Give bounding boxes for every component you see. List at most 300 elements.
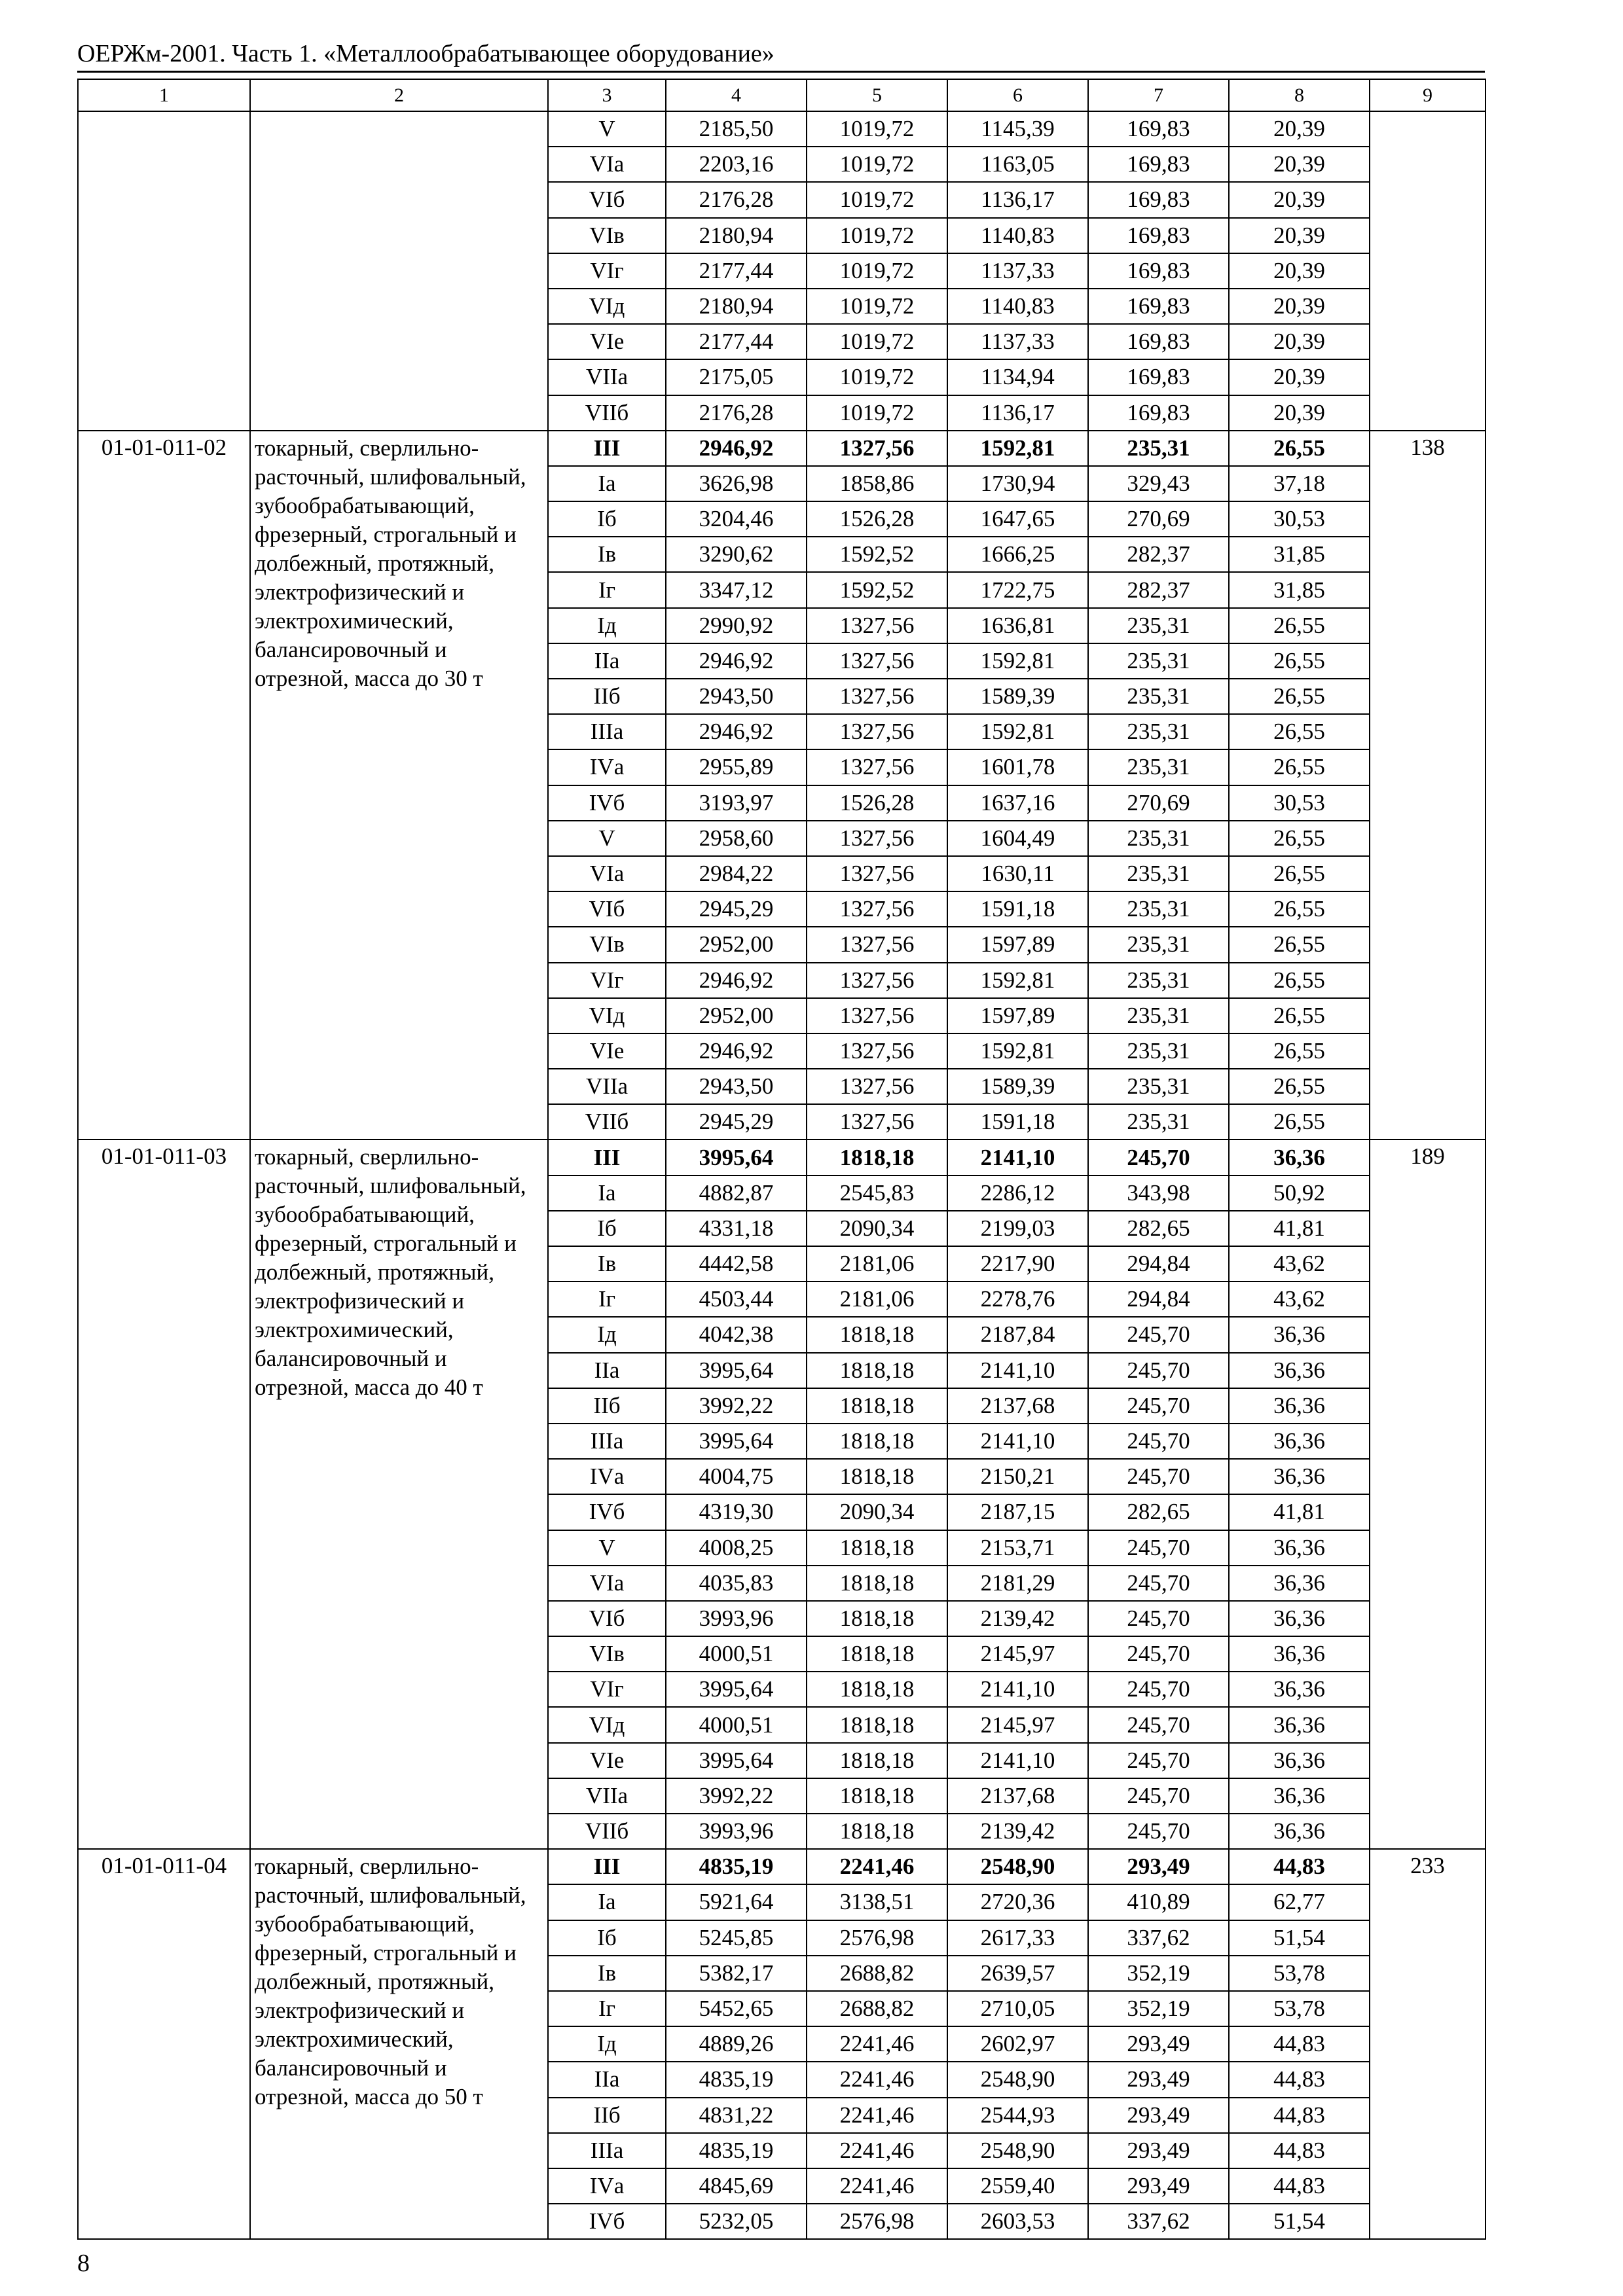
value-cell-col4: 2990,92 — [666, 608, 807, 643]
value-cell-col4: 2175,05 — [666, 359, 807, 395]
value-cell-col8: 36,36 — [1229, 1601, 1370, 1636]
value-cell-col6: 1637,16 — [947, 785, 1088, 821]
value-cell-col4: 4000,51 — [666, 1636, 807, 1672]
value-cell-col7: 235,31 — [1088, 608, 1229, 643]
value-cell-col5: 1818,18 — [807, 1566, 947, 1601]
value-cell-col6: 2544,93 — [947, 2098, 1088, 2133]
value-cell-col6: 2141,10 — [947, 1353, 1088, 1388]
value-cell-col6: 2181,29 — [947, 1566, 1088, 1601]
value-cell-col5: 2688,82 — [807, 1991, 947, 2026]
value-cell-col8: 20,39 — [1229, 289, 1370, 324]
value-cell-col5: 1019,72 — [807, 147, 947, 182]
value-cell-col6: 1137,33 — [947, 253, 1088, 289]
value-cell-col8: 41,81 — [1229, 1494, 1370, 1530]
value-cell-col7: 282,65 — [1088, 1211, 1229, 1246]
value-cell-col8: 51,54 — [1229, 2204, 1370, 2239]
value-cell-col6: 2548,90 — [947, 1849, 1088, 1884]
value-cell-col5: 2576,98 — [807, 1920, 947, 1956]
category-cell: Iг — [548, 1282, 666, 1317]
value-cell-col6: 1140,83 — [947, 289, 1088, 324]
category-cell: VIIб — [548, 395, 666, 431]
value-cell-col5: 2688,82 — [807, 1956, 947, 1991]
category-cell: IIа — [548, 2062, 666, 2097]
table-row — [78, 1849, 1486, 1884]
category-cell: Iв — [548, 1956, 666, 1991]
category-cell: Iг — [548, 572, 666, 607]
value-cell-col7: 293,49 — [1088, 2168, 1229, 2204]
rate-code-cell — [78, 111, 250, 431]
value-cell-col7: 245,70 — [1088, 1672, 1229, 1707]
value-cell-col8: 53,78 — [1229, 1991, 1370, 2026]
category-cell: Iд — [548, 2026, 666, 2062]
value-cell-col6: 2137,68 — [947, 1388, 1088, 1424]
value-cell-col5: 2241,46 — [807, 2062, 947, 2097]
value-cell-col8: 53,78 — [1229, 1956, 1370, 1991]
value-cell-col4: 4845,69 — [666, 2168, 807, 2204]
category-cell: Iд — [548, 1317, 666, 1352]
value-cell-col6: 2141,10 — [947, 1743, 1088, 1778]
value-cell-col5: 1019,72 — [807, 324, 947, 359]
equipment-description-cell: токарный, сверлильно-расточный, шлифовальный, зубообрабатывающий, фрезерный, строгальный и долбежный, протяжный, электрофизический и электрохимический, балансировочный и отрезной, масса до 40 т — [250, 1139, 548, 1849]
value-cell-col7: 343,98 — [1088, 1175, 1229, 1211]
equipment-description-cell: токарный, сверлильно-расточный, шлифовальный, зубообрабатывающий, фрезерный, строгальный и долбежный, протяжный, электрофизический и электрохимический, балансировочный и отрезной, масса до 50 т — [250, 1849, 548, 2239]
value-cell-col7: 245,70 — [1088, 1743, 1229, 1778]
category-cell: VIе — [548, 1033, 666, 1069]
value-cell-col4: 3347,12 — [666, 572, 807, 607]
category-cell: VIIб — [548, 1104, 666, 1139]
value-cell-col4: 2176,28 — [666, 182, 807, 217]
category-cell: VIд — [548, 1707, 666, 1742]
col9-value-cell: 138 — [1370, 431, 1486, 1140]
page-header — [77, 39, 1485, 73]
value-cell-col4: 3993,96 — [666, 1814, 807, 1849]
value-cell-col5: 1818,18 — [807, 1317, 947, 1352]
value-cell-col8: 20,39 — [1229, 147, 1370, 182]
category-cell: VIб — [548, 1601, 666, 1636]
value-cell-col5: 1818,18 — [807, 1353, 947, 1388]
value-cell-col6: 2137,68 — [947, 1778, 1088, 1814]
value-cell-col5: 1327,56 — [807, 431, 947, 466]
category-cell: Iг — [548, 1991, 666, 2026]
value-cell-col4: 4319,30 — [666, 1494, 807, 1530]
value-cell-col5: 1019,72 — [807, 395, 947, 431]
value-cell-col6: 2141,10 — [947, 1424, 1088, 1459]
column-number-row — [78, 79, 1486, 111]
value-cell-col4: 2177,44 — [666, 324, 807, 359]
value-cell-col7: 245,70 — [1088, 1636, 1229, 1672]
value-cell-col7: 169,83 — [1088, 182, 1229, 217]
category-cell: IIб — [548, 2098, 666, 2133]
value-cell-col4: 2945,29 — [666, 1104, 807, 1139]
value-cell-col8: 41,81 — [1229, 1211, 1370, 1246]
category-cell: VIв — [548, 218, 666, 253]
category-cell: V — [548, 111, 666, 147]
value-cell-col6: 2187,15 — [947, 1494, 1088, 1530]
category-cell: VIIа — [548, 1778, 666, 1814]
value-cell-col6: 2145,97 — [947, 1636, 1088, 1672]
value-cell-col6: 1592,81 — [947, 431, 1088, 466]
rates-table — [77, 79, 1486, 2240]
value-cell-col7: 235,31 — [1088, 679, 1229, 714]
value-cell-col4: 2955,89 — [666, 749, 807, 785]
value-cell-col6: 2617,33 — [947, 1920, 1088, 1956]
column-number: 8 — [1229, 79, 1370, 111]
value-cell-col4: 2958,60 — [666, 821, 807, 856]
value-cell-col4: 3995,64 — [666, 1424, 807, 1459]
value-cell-col5: 1818,18 — [807, 1424, 947, 1459]
value-cell-col8: 36,36 — [1229, 1636, 1370, 1672]
value-cell-col7: 235,31 — [1088, 856, 1229, 891]
category-cell: VIIб — [548, 1814, 666, 1849]
value-cell-col6: 1592,81 — [947, 1033, 1088, 1069]
category-cell: IIIа — [548, 1424, 666, 1459]
value-cell-col7: 245,70 — [1088, 1566, 1229, 1601]
value-cell-col7: 293,49 — [1088, 2133, 1229, 2168]
value-cell-col6: 2150,21 — [947, 1459, 1088, 1494]
value-cell-col5: 1019,72 — [807, 289, 947, 324]
value-cell-col4: 2946,92 — [666, 1033, 807, 1069]
value-cell-col5: 1818,18 — [807, 1388, 947, 1424]
value-cell-col8: 36,36 — [1229, 1424, 1370, 1459]
col9-value-cell — [1370, 111, 1486, 431]
value-cell-col6: 1597,89 — [947, 927, 1088, 962]
category-cell: IIб — [548, 1388, 666, 1424]
value-cell-col8: 26,55 — [1229, 714, 1370, 749]
table-row — [78, 111, 1486, 147]
value-cell-col6: 1134,94 — [947, 359, 1088, 395]
value-cell-col6: 2199,03 — [947, 1211, 1088, 1246]
category-cell: Iб — [548, 501, 666, 537]
value-cell-col7: 270,69 — [1088, 785, 1229, 821]
category-cell: IVа — [548, 749, 666, 785]
value-cell-col6: 2548,90 — [947, 2133, 1088, 2168]
value-cell-col4: 2943,50 — [666, 1069, 807, 1104]
value-cell-col4: 5921,64 — [666, 1884, 807, 1920]
value-cell-col7: 235,31 — [1088, 1069, 1229, 1104]
value-cell-col8: 26,55 — [1229, 679, 1370, 714]
value-cell-col7: 169,83 — [1088, 218, 1229, 253]
value-cell-col7: 235,31 — [1088, 431, 1229, 466]
value-cell-col8: 26,55 — [1229, 608, 1370, 643]
category-cell: Iб — [548, 1211, 666, 1246]
value-cell-col4: 4835,19 — [666, 1849, 807, 1884]
value-cell-col8: 44,83 — [1229, 2168, 1370, 2204]
value-cell-col7: 169,83 — [1088, 324, 1229, 359]
value-cell-col6: 2141,10 — [947, 1672, 1088, 1707]
category-cell: IVа — [548, 2168, 666, 2204]
value-cell-col6: 2720,36 — [947, 1884, 1088, 1920]
value-cell-col6: 1597,89 — [947, 998, 1088, 1033]
equipment-description-cell: токарный, сверлильно-расточный, шлифовальный, зубообрабатывающий, фрезерный, строгальный и долбежный, протяжный, электрофизический и электрохимический, балансировочный и отрезной, масса до 30 т — [250, 431, 548, 1140]
value-cell-col6: 1589,39 — [947, 679, 1088, 714]
value-cell-col8: 20,39 — [1229, 359, 1370, 395]
value-cell-col8: 30,53 — [1229, 501, 1370, 537]
column-number: 2 — [250, 79, 548, 111]
value-cell-col8: 51,54 — [1229, 1920, 1370, 1956]
category-cell: VIг — [548, 1672, 666, 1707]
value-cell-col8: 43,62 — [1229, 1282, 1370, 1317]
value-cell-col7: 169,83 — [1088, 111, 1229, 147]
value-cell-col7: 293,49 — [1088, 1849, 1229, 1884]
value-cell-col5: 2241,46 — [807, 2098, 947, 2133]
value-cell-col5: 1818,18 — [807, 1778, 947, 1814]
value-cell-col5: 2241,46 — [807, 2168, 947, 2204]
value-cell-col4: 2180,94 — [666, 289, 807, 324]
category-cell: VIб — [548, 182, 666, 217]
value-cell-col5: 1818,18 — [807, 1743, 947, 1778]
value-cell-col5: 1327,56 — [807, 643, 947, 679]
value-cell-col7: 169,83 — [1088, 359, 1229, 395]
value-cell-col7: 352,19 — [1088, 1991, 1229, 2026]
value-cell-col4: 3626,98 — [666, 466, 807, 501]
category-cell: IVб — [548, 1494, 666, 1530]
value-cell-col8: 20,39 — [1229, 218, 1370, 253]
value-cell-col5: 1327,56 — [807, 856, 947, 891]
value-cell-col5: 2545,83 — [807, 1175, 947, 1211]
value-cell-col7: 169,83 — [1088, 289, 1229, 324]
value-cell-col5: 1019,72 — [807, 111, 947, 147]
value-cell-col4: 2176,28 — [666, 395, 807, 431]
col9-value-cell: 233 — [1370, 1849, 1486, 2239]
category-cell: Iб — [548, 1920, 666, 1956]
value-cell-col7: 410,89 — [1088, 1884, 1229, 1920]
value-cell-col6: 1647,65 — [947, 501, 1088, 537]
value-cell-col4: 2946,92 — [666, 714, 807, 749]
value-cell-col6: 1601,78 — [947, 749, 1088, 785]
value-cell-col4: 2946,92 — [666, 643, 807, 679]
value-cell-col5: 1526,28 — [807, 501, 947, 537]
value-cell-col5: 1327,56 — [807, 1104, 947, 1139]
value-cell-col7: 245,70 — [1088, 1139, 1229, 1175]
value-cell-col7: 245,70 — [1088, 1778, 1229, 1814]
value-cell-col4: 3204,46 — [666, 501, 807, 537]
value-cell-col8: 36,36 — [1229, 1459, 1370, 1494]
value-cell-col4: 2943,50 — [666, 679, 807, 714]
col9-value-cell: 189 — [1370, 1139, 1486, 1849]
value-cell-col4: 5245,85 — [666, 1920, 807, 1956]
value-cell-col8: 26,55 — [1229, 927, 1370, 962]
value-cell-col5: 1592,52 — [807, 537, 947, 572]
value-cell-col7: 245,70 — [1088, 1424, 1229, 1459]
value-cell-col8: 26,55 — [1229, 998, 1370, 1033]
value-cell-col7: 235,31 — [1088, 714, 1229, 749]
value-cell-col4: 2946,92 — [666, 963, 807, 998]
value-cell-col4: 3995,64 — [666, 1672, 807, 1707]
column-number: 4 — [666, 79, 807, 111]
value-cell-col6: 2710,05 — [947, 1991, 1088, 2026]
value-cell-col8: 26,55 — [1229, 1104, 1370, 1139]
value-cell-col6: 1137,33 — [947, 324, 1088, 359]
category-cell: IIа — [548, 643, 666, 679]
value-cell-col6: 2141,10 — [947, 1139, 1088, 1175]
value-cell-col6: 1592,81 — [947, 963, 1088, 998]
value-cell-col8: 36,36 — [1229, 1672, 1370, 1707]
category-cell: V — [548, 1530, 666, 1566]
value-cell-col8: 36,36 — [1229, 1530, 1370, 1566]
category-cell: VIд — [548, 289, 666, 324]
category-cell: VIг — [548, 253, 666, 289]
value-cell-col4: 4835,19 — [666, 2133, 807, 2168]
value-cell-col5: 1818,18 — [807, 1672, 947, 1707]
category-cell: V — [548, 821, 666, 856]
value-cell-col4: 5452,65 — [666, 1991, 807, 2026]
value-cell-col7: 245,70 — [1088, 1530, 1229, 1566]
value-cell-col7: 329,43 — [1088, 466, 1229, 501]
value-cell-col7: 235,31 — [1088, 643, 1229, 679]
value-cell-col7: 294,84 — [1088, 1282, 1229, 1317]
value-cell-col5: 1327,56 — [807, 927, 947, 962]
category-cell: IVб — [548, 2204, 666, 2239]
value-cell-col4: 3995,64 — [666, 1139, 807, 1175]
value-cell-col8: 44,83 — [1229, 2098, 1370, 2133]
value-cell-col6: 1136,17 — [947, 395, 1088, 431]
table-row — [78, 431, 1486, 466]
value-cell-col6: 2217,90 — [947, 1246, 1088, 1282]
category-cell: III — [548, 431, 666, 466]
value-cell-col4: 2945,29 — [666, 891, 807, 927]
value-cell-col8: 26,55 — [1229, 749, 1370, 785]
page-title: ОЕРЖм-2001. Часть 1. «Металлообрабатывающее оборудование» — [77, 40, 775, 67]
value-cell-col7: 270,69 — [1088, 501, 1229, 537]
category-cell: IIа — [548, 1353, 666, 1388]
category-cell: VIе — [548, 324, 666, 359]
value-cell-col4: 2946,92 — [666, 431, 807, 466]
value-cell-col8: 44,83 — [1229, 2062, 1370, 2097]
value-cell-col8: 26,55 — [1229, 821, 1370, 856]
value-cell-col8: 37,18 — [1229, 466, 1370, 501]
value-cell-col8: 31,85 — [1229, 572, 1370, 607]
rate-code-cell: 01-01-011-04 — [78, 1849, 250, 2239]
value-cell-col4: 4831,22 — [666, 2098, 807, 2133]
value-cell-col4: 2185,50 — [666, 111, 807, 147]
value-cell-col4: 4008,25 — [666, 1530, 807, 1566]
value-cell-col4: 3193,97 — [666, 785, 807, 821]
column-number: 7 — [1088, 79, 1229, 111]
value-cell-col4: 2177,44 — [666, 253, 807, 289]
value-cell-col7: 293,49 — [1088, 2098, 1229, 2133]
value-cell-col8: 26,55 — [1229, 891, 1370, 927]
value-cell-col8: 20,39 — [1229, 324, 1370, 359]
value-cell-col5: 1327,56 — [807, 821, 947, 856]
value-cell-col6: 1722,75 — [947, 572, 1088, 607]
column-number: 1 — [78, 79, 250, 111]
value-cell-col5: 1327,56 — [807, 714, 947, 749]
value-cell-col6: 1630,11 — [947, 856, 1088, 891]
value-cell-col5: 1818,18 — [807, 1814, 947, 1849]
value-cell-col8: 44,83 — [1229, 2133, 1370, 2168]
value-cell-col4: 4835,19 — [666, 2062, 807, 2097]
category-cell: VIд — [548, 998, 666, 1033]
value-cell-col7: 235,31 — [1088, 963, 1229, 998]
category-cell: VIIа — [548, 359, 666, 395]
value-cell-col5: 1019,72 — [807, 218, 947, 253]
value-cell-col8: 36,36 — [1229, 1139, 1370, 1175]
category-cell: Iа — [548, 1175, 666, 1211]
value-cell-col8: 31,85 — [1229, 537, 1370, 572]
value-cell-col6: 2278,76 — [947, 1282, 1088, 1317]
value-cell-col5: 1858,86 — [807, 466, 947, 501]
value-cell-col6: 1136,17 — [947, 182, 1088, 217]
value-cell-col8: 36,36 — [1229, 1353, 1370, 1388]
value-cell-col5: 1327,56 — [807, 1033, 947, 1069]
value-cell-col4: 4035,83 — [666, 1566, 807, 1601]
value-cell-col7: 245,70 — [1088, 1814, 1229, 1849]
value-cell-col5: 1019,72 — [807, 359, 947, 395]
value-cell-col4: 5232,05 — [666, 2204, 807, 2239]
value-cell-col5: 2181,06 — [807, 1282, 947, 1317]
value-cell-col4: 4442,58 — [666, 1246, 807, 1282]
value-cell-col5: 1327,56 — [807, 891, 947, 927]
category-cell: IVа — [548, 1459, 666, 1494]
category-cell: VIа — [548, 147, 666, 182]
value-cell-col4: 2203,16 — [666, 147, 807, 182]
value-cell-col8: 36,36 — [1229, 1566, 1370, 1601]
value-cell-col5: 2241,46 — [807, 2026, 947, 2062]
value-cell-col6: 1589,39 — [947, 1069, 1088, 1104]
value-cell-col6: 2559,40 — [947, 2168, 1088, 2204]
value-cell-col5: 1327,56 — [807, 1069, 947, 1104]
value-cell-col6: 2286,12 — [947, 1175, 1088, 1211]
value-cell-col6: 2603,53 — [947, 2204, 1088, 2239]
value-cell-col4: 3995,64 — [666, 1743, 807, 1778]
value-cell-col8: 62,77 — [1229, 1884, 1370, 1920]
value-cell-col8: 44,83 — [1229, 2026, 1370, 2062]
value-cell-col4: 4042,38 — [666, 1317, 807, 1352]
value-cell-col5: 3138,51 — [807, 1884, 947, 1920]
value-cell-col6: 1592,81 — [947, 714, 1088, 749]
value-cell-col7: 245,70 — [1088, 1353, 1229, 1388]
value-cell-col8: 36,36 — [1229, 1778, 1370, 1814]
value-cell-col8: 36,36 — [1229, 1388, 1370, 1424]
value-cell-col4: 5382,17 — [666, 1956, 807, 1991]
value-cell-col8: 20,39 — [1229, 253, 1370, 289]
value-cell-col5: 1592,52 — [807, 572, 947, 607]
value-cell-col6: 2548,90 — [947, 2062, 1088, 2097]
value-cell-col6: 1145,39 — [947, 111, 1088, 147]
value-cell-col4: 4882,87 — [666, 1175, 807, 1211]
value-cell-col7: 337,62 — [1088, 2204, 1229, 2239]
page-number: 8 — [77, 2250, 90, 2277]
value-cell-col6: 2145,97 — [947, 1707, 1088, 1742]
category-cell: VIб — [548, 891, 666, 927]
value-cell-col6: 1666,25 — [947, 537, 1088, 572]
value-cell-col8: 20,39 — [1229, 395, 1370, 431]
value-cell-col7: 282,37 — [1088, 537, 1229, 572]
value-cell-col6: 2153,71 — [947, 1530, 1088, 1566]
value-cell-col7: 235,31 — [1088, 1104, 1229, 1139]
table-body — [78, 79, 1486, 2239]
value-cell-col6: 2139,42 — [947, 1814, 1088, 1849]
value-cell-col7: 235,31 — [1088, 821, 1229, 856]
value-cell-col5: 2090,34 — [807, 1494, 947, 1530]
category-cell: Iв — [548, 537, 666, 572]
value-cell-col8: 36,36 — [1229, 1317, 1370, 1352]
value-cell-col8: 26,55 — [1229, 856, 1370, 891]
value-cell-col6: 2139,42 — [947, 1601, 1088, 1636]
value-cell-col7: 245,70 — [1088, 1707, 1229, 1742]
value-cell-col8: 43,62 — [1229, 1246, 1370, 1282]
value-cell-col5: 1818,18 — [807, 1530, 947, 1566]
value-cell-col6: 1140,83 — [947, 218, 1088, 253]
value-cell-col5: 1019,72 — [807, 253, 947, 289]
value-cell-col5: 1818,18 — [807, 1459, 947, 1494]
category-cell: Iд — [548, 608, 666, 643]
value-cell-col4: 4331,18 — [666, 1211, 807, 1246]
value-cell-col4: 2984,22 — [666, 856, 807, 891]
value-cell-col7: 352,19 — [1088, 1956, 1229, 1991]
value-cell-col7: 294,84 — [1088, 1246, 1229, 1282]
value-cell-col8: 26,55 — [1229, 1069, 1370, 1104]
